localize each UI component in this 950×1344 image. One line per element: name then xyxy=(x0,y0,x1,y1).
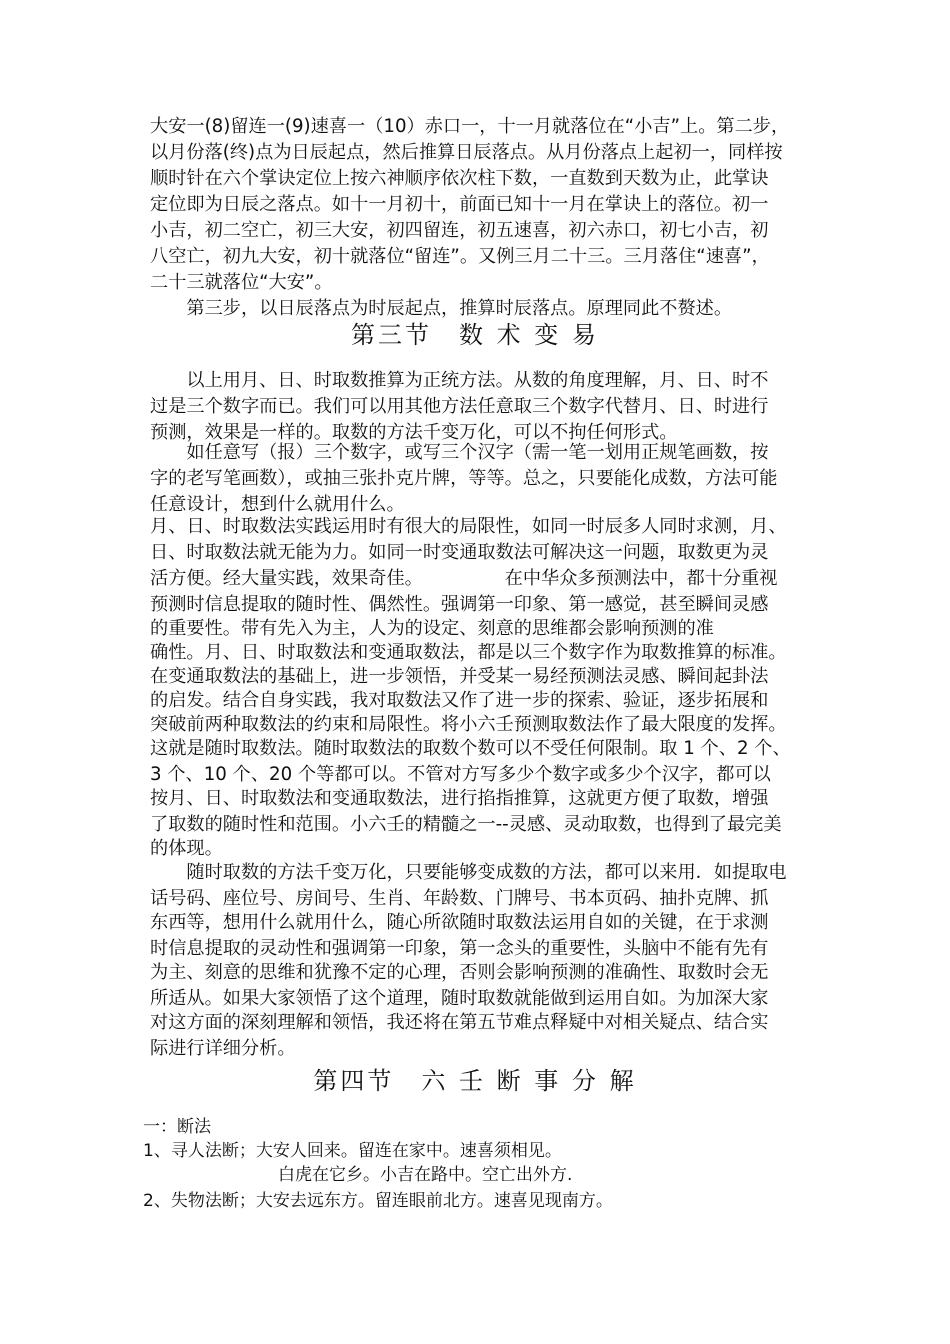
text-line: 这就是随时取数法。随时取数法的取数个数可以不受任何限制。取 1 个、2 个、 xyxy=(150,738,791,759)
text-line: 月、日、时取数法实践运用时有很大的局限性，如同一时辰多人同时求测，月、 xyxy=(150,516,787,537)
text-line: 字的老写笔画数），或抽三张扑克片牌，等等。总之，只要能化成数，方法可能 xyxy=(150,468,778,489)
text-line: 2、失物法断；大安去远东方。留连眼前北方。速喜见现南方。 xyxy=(143,1191,613,1211)
text-line: 八空亡，初九大安，初十就落位“留连”。又例三月二十三。三月落住“速喜”， xyxy=(150,246,770,267)
text-line: 随时取数的方法千变万化，只要能够变成数的方法，都可以来用．如提取电 xyxy=(150,862,787,883)
text-line: 所适从。如果大家领悟了这个道理，随时取数就能做到运用自如。为加深大家 xyxy=(150,988,769,1009)
text-line: 的体现。 xyxy=(150,838,223,859)
text-line: 大安一(8)留连一(9)速喜一（10）赤口一，十一月就落位在“小吉”上。第二步， xyxy=(150,116,790,137)
section-heading: 第三节 数 术 变 易 xyxy=(351,321,599,349)
text-line: 白虎在它乡。小吉在路中。空亡出外方. xyxy=(278,1165,573,1185)
text-line: 东西等，想用什么就用什么，随心所欲随时取数法运用自如的关键，在于求测 xyxy=(150,912,769,933)
text-line: 第三步，以日辰落点为时辰起点，推算时辰落点。原理同此不赘述。 xyxy=(150,298,733,319)
text-line: 3 个、10 个、20 个等都可以。不管对方写多少个数字或多少个汉字，都可以 xyxy=(150,764,771,785)
text-line: 际进行详细分析。 xyxy=(150,1038,296,1059)
text-line: 预测，效果是一样的。取数的方法千变万化，可以不拘任何形式。 xyxy=(150,422,678,443)
text-line: 突破前两种取数法的约束和局限性。将小六壬预测取数法作了最大限度的发挥。 xyxy=(150,714,787,735)
text-line: 一：断法 xyxy=(143,1117,211,1137)
text-line: 以月份落(终)点为日辰起点，然后推算日辰落点。从月份落点上起初一，同样按 xyxy=(150,142,783,163)
text-line: 确性。月、日、时取数法和变通取数法，都是以三个数字作为取数推算的标准。 xyxy=(150,642,787,663)
text-line: 过是三个数字而已。我们可以用其他方法任意取三个数字代替月、日、时进行 xyxy=(150,396,769,417)
text-line: 预测时信息提取的随时性、偶然性。强调第一印象、第一感觉，甚至瞬间灵感 xyxy=(150,594,769,615)
text-line: 的启发。结合自身实践，我对取数法又作了进一步的探索、验证，逐步拓展和 xyxy=(150,690,769,711)
text-line: 定位即为日辰之落点。如十一月初十，前面已知十一月在掌诀上的落位。初一 xyxy=(150,194,769,215)
text-line: 对这方面的深刻理解和领悟，我还将在第五节难点释疑中对相关疑点、结合实 xyxy=(150,1012,769,1033)
text-line: 时信息提取的灵动性和强调第一印象，第一念头的重要性，头脑中不能有先有 xyxy=(150,938,769,959)
text-line: 小吉，初二空亡，初三大安，初四留连，初五速喜，初六赤口，初七小吉，初 xyxy=(150,220,769,241)
text-line: 以上用月、日、时取数推算为正统方法。从数的角度理解，月、日、时不 xyxy=(150,370,769,391)
text-line: 话号码、座位号、房间号、生肖、年龄数、门牌号、书本页码、抽扑克牌、抓 xyxy=(150,888,769,909)
text-line: 的重要性。带有先入为主，人为的设定、刻意的思维都会影响预测的准 xyxy=(150,618,714,639)
text-line: 在变通取数法的基础上，进一步领悟，并受某一易经预测法灵感、瞬间起卦法 xyxy=(150,666,769,687)
text-line: 活方便。经大量实践，效果奇佳。 在中华众多预测法中，都十分重视 xyxy=(150,568,778,589)
text-line: 二十三就落位“大安”。 xyxy=(150,272,333,293)
text-line: 如任意写（报）三个数字，或写三个汉字（需一笔一划用正规笔画数，按 xyxy=(150,442,769,463)
text-line: 为主、刻意的思维和犹豫不定的心理，否则会影响预测的准确性、取数时会无 xyxy=(150,962,769,983)
text-line: 日、时取数法就无能为力。如同一时变通取数法可解决这一问题，取数更为灵 xyxy=(150,542,769,563)
text-line: 按月、日、时取数法和变通取数法，进行掐指推算，这就更方便了取数，增强 xyxy=(150,788,769,809)
text-line: 任意设计，想到什么就用什么。 xyxy=(150,494,405,515)
text-line: 了取数的随时性和范围。小六壬的精髓之一--灵感、灵动取数，也得到了最完美 xyxy=(150,814,782,835)
text-line: 1、寻人法断；大安人回来。留连在家中。速喜须相见。 xyxy=(143,1141,562,1161)
text-line: 顺时针在六个掌诀定位上按六神顺序依次柱下数，一直数到天数为止，此掌诀 xyxy=(150,168,769,189)
section-heading: 第四节 六 壬 断 事 分 解 xyxy=(313,1067,637,1095)
